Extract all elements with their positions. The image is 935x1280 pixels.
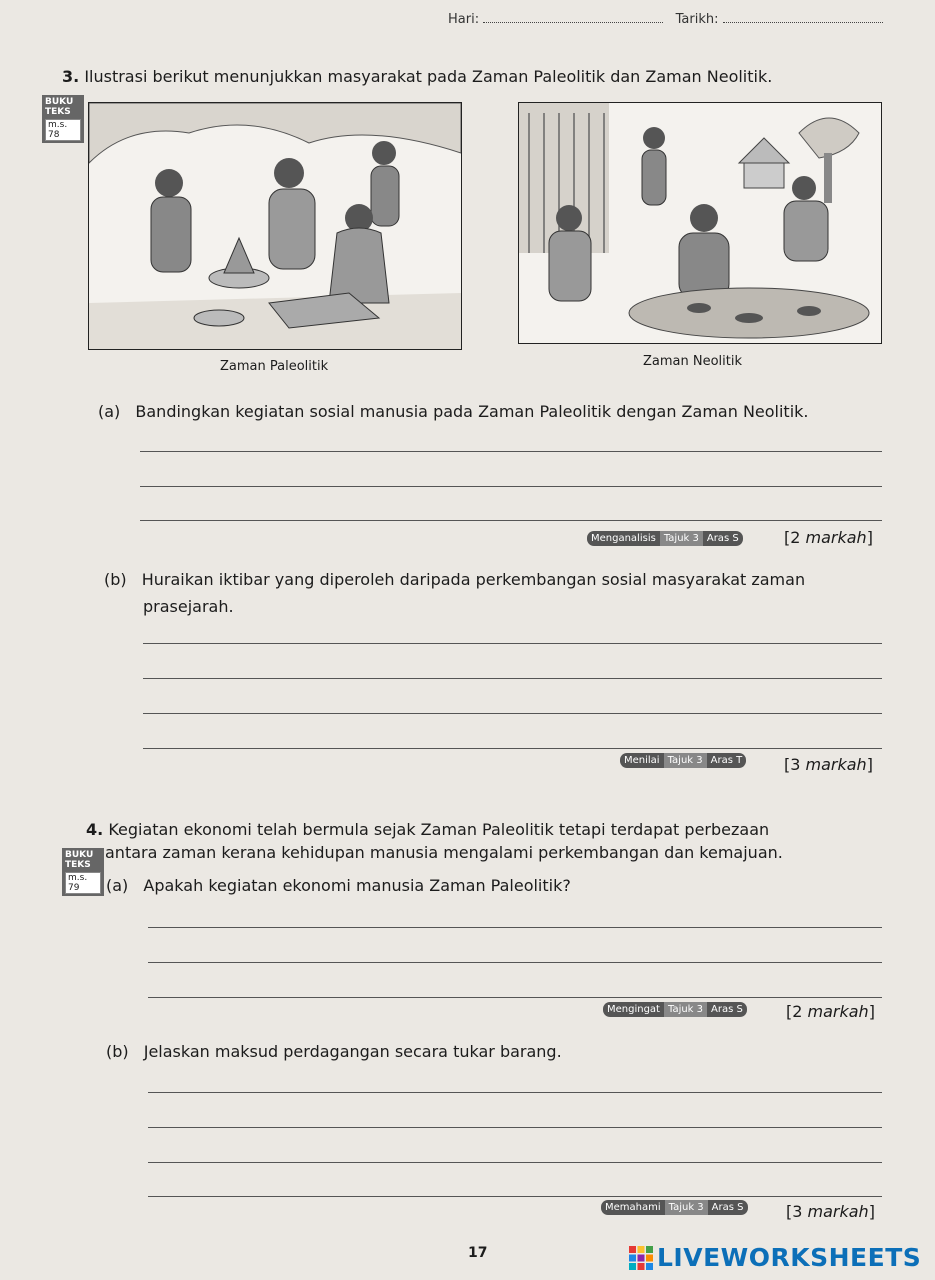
liveworksheets-icon: [628, 1245, 654, 1271]
answer-line[interactable]: [148, 1092, 882, 1093]
question-3a: [98, 401, 809, 423]
mark-close: ]: [866, 528, 873, 547]
mark-open: [3: [784, 755, 806, 774]
answer-line[interactable]: [148, 1196, 882, 1197]
tag-topic: Tajuk 3: [660, 531, 703, 546]
mark-word: markah: [805, 755, 867, 774]
part-text: Huraikan iktibar yang diperoleh daripada perkembangan sosial masyarakat zaman: [141, 570, 806, 589]
question-number: 3.: [62, 67, 80, 86]
part-text: Apakah kegiatan ekonomi manusia Zaman Paleolitik?: [143, 876, 571, 895]
question-4a: [106, 875, 571, 897]
tag-level: Aras S: [703, 531, 743, 546]
paleolithic-scene-image: [89, 103, 461, 349]
answer-line[interactable]: [140, 520, 882, 521]
mark-open: [2: [784, 528, 806, 547]
question-number: 4.: [86, 820, 104, 839]
tag-level: Aras S: [707, 1002, 747, 1017]
tag-level: Aras S: [708, 1200, 748, 1215]
answer-line[interactable]: [148, 997, 882, 998]
marks-label: [786, 1002, 875, 1021]
part-label: (b): [106, 1042, 129, 1061]
marks-label: [784, 528, 873, 547]
answer-line[interactable]: [148, 1162, 882, 1163]
neolithic-scene-image: [519, 103, 881, 343]
brand-name: LIVEWORKSHEETS: [657, 1243, 922, 1272]
badge-page: m.s. 78: [45, 119, 81, 141]
question-4: [86, 819, 769, 841]
tarikh-label: Tarikh:: [675, 12, 719, 27]
tag-topic: Tajuk 3: [664, 753, 707, 768]
liveworksheets-logo: [628, 1243, 921, 1272]
neolithic-illustration: [518, 102, 882, 344]
question-3: [62, 66, 902, 88]
page-number: 17: [468, 1245, 488, 1261]
badge-page: m.s. 79: [65, 872, 101, 894]
mark-close: ]: [866, 755, 873, 774]
question-text: Ilustrasi berikut menunjukkan masyarakat pada Zaman Paleolitik dan Zaman Neolitik.: [84, 67, 773, 86]
mark-open: [3: [786, 1202, 808, 1221]
answer-line[interactable]: [148, 962, 882, 963]
tag-level: Aras T: [707, 753, 747, 768]
badge-line: BUKU: [45, 97, 74, 107]
part-label: (a): [106, 876, 129, 895]
answer-line[interactable]: [148, 927, 882, 928]
tag-skill: Menganalisis: [587, 531, 660, 546]
answer-line[interactable]: [143, 678, 882, 679]
mark-open: [2: [786, 1002, 808, 1021]
textbook-badge: [42, 95, 84, 143]
tag-skill: Mengingat: [603, 1002, 664, 1017]
question-text: Kegiatan ekonomi telah bermula sejak Zaman Paleolitik tetapi terdapat perbezaan: [108, 820, 770, 839]
hari-label: Hari:: [448, 12, 480, 27]
part-text-continued: prasejarah.: [143, 597, 234, 616]
mark-close: ]: [868, 1202, 875, 1221]
tag-topic: Tajuk 3: [665, 1200, 708, 1215]
mark-word: markah: [805, 528, 867, 547]
mark-word: markah: [807, 1202, 869, 1221]
answer-line[interactable]: [140, 451, 882, 452]
skill-tag: [620, 753, 746, 768]
skill-tag: [601, 1200, 748, 1215]
tag-skill: Memahami: [601, 1200, 665, 1215]
badge-line: TEKS: [65, 860, 91, 870]
badge-line: BUKU: [65, 850, 94, 860]
tag-topic: Tajuk 3: [664, 1002, 707, 1017]
mark-close: ]: [868, 1002, 875, 1021]
caption-paleolithic: Zaman Paleolitik: [220, 359, 329, 374]
caption-neolithic: Zaman Neolitik: [643, 354, 743, 369]
tarikh-field[interactable]: [723, 12, 883, 23]
marks-label: [786, 1202, 875, 1221]
paleolithic-illustration: [88, 102, 462, 350]
tag-skill: Menilai: [620, 753, 664, 768]
question-4b: [106, 1041, 562, 1063]
question-text-continued: antara zaman kerana kehidupan manusia mengalami perkembangan dan kemajuan.: [105, 843, 783, 862]
question-3b: [104, 569, 805, 591]
hari-field[interactable]: [483, 12, 663, 23]
skill-tag: [587, 531, 743, 546]
textbook-badge: [62, 848, 104, 896]
part-label: (a): [98, 402, 121, 421]
mark-word: markah: [807, 1002, 869, 1021]
marks-label: [784, 755, 873, 774]
part-label: (b): [104, 570, 127, 589]
badge-line: TEKS: [45, 107, 71, 117]
answer-line[interactable]: [143, 643, 882, 644]
answer-line[interactable]: [140, 486, 882, 487]
part-text: Jelaskan maksud perdagangan secara tukar barang.: [143, 1042, 562, 1061]
part-text: Bandingkan kegiatan sosial manusia pada Zaman Paleolitik dengan Zaman Neolitik.: [135, 402, 809, 421]
answer-line[interactable]: [148, 1127, 882, 1128]
date-header: [448, 12, 883, 27]
skill-tag: [603, 1002, 747, 1017]
answer-line[interactable]: [143, 748, 882, 749]
answer-line[interactable]: [143, 713, 882, 714]
